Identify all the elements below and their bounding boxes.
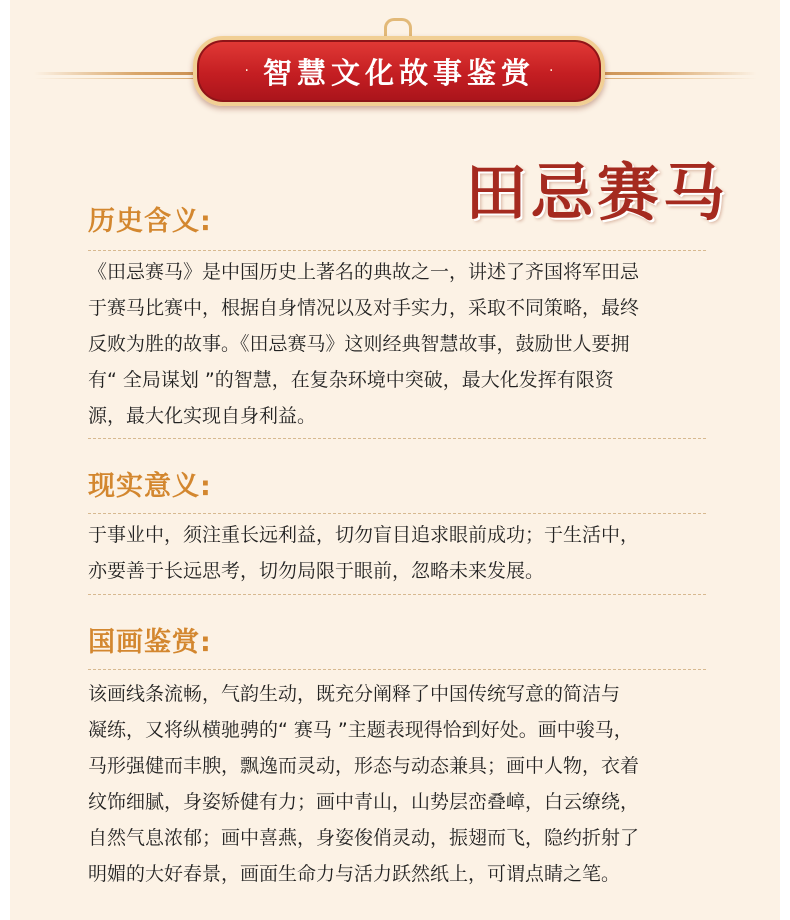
painting-divider-top — [88, 669, 706, 670]
painting-appreciation-heading: 国画鉴赏: — [88, 627, 212, 658]
text-line: 有“ 全局谋划 ”的智慧，在复杂环境中突破，最大化发挥有限资 — [88, 369, 614, 391]
text-line: 该画线条流畅，气韵生动，既充分阐释了中国传统写意的简洁与 — [88, 683, 621, 705]
text-line: 亦要善于长远思考，切勿局限于眼前，忽略未来发展。 — [88, 560, 545, 582]
text-line: 纹饰细腻，身姿矫健有力；画中青山，山势层峦叠嶂，白云缭绕， — [88, 791, 640, 813]
text-line: 源，最大化实现自身利益。 — [88, 405, 317, 427]
story-title: 田忌赛马 — [465, 156, 730, 229]
practical-divider-top — [88, 513, 706, 514]
practical-meaning-heading: 现实意义: — [88, 471, 212, 502]
history-meaning-heading: 历史含义: — [88, 206, 212, 237]
text-line: 自然气息浓郁；画中喜燕，身姿俊俏灵动，振翅而飞，隐约折射了 — [88, 827, 640, 849]
history-meaning-text — [88, 254, 710, 434]
text-line: 马形强健而丰腴，飘逸而灵动，形态与动态兼具；画中人物，衣着 — [88, 755, 640, 777]
text-line: 于赛马比赛中，根据自身情况以及对手实力，采取不同策略，最终 — [88, 297, 640, 319]
header-banner — [193, 36, 605, 106]
banner-left-line — [34, 72, 204, 75]
banner-dot-right: · — [549, 63, 554, 79]
banner-right-line — [586, 72, 756, 75]
banner-hook-ornament — [384, 18, 412, 38]
text-line: 凝练，又将纵横驰骋的“ 赛马 ”主题表现得恰到好处。画中骏马， — [88, 719, 633, 741]
practical-meaning-text — [88, 517, 710, 589]
history-divider-bottom — [88, 438, 706, 439]
history-divider-top — [88, 250, 706, 251]
text-line: 反败为胜的故事。《田忌赛马》这则经典智慧故事，鼓励世人要拥 — [88, 333, 630, 355]
story-page — [10, 0, 780, 920]
text-line: 于事业中，须注重长远利益，切勿盲目追求眼前成功；于生活中， — [88, 524, 640, 546]
banner-title: 智慧文化故事鉴赏 — [262, 55, 535, 90]
text-line: 《田忌赛马》是中国历史上著名的典故之一，讲述了齐国将军田忌 — [88, 261, 640, 283]
banner-dot-left: · — [244, 63, 249, 79]
practical-divider-bottom — [88, 594, 706, 595]
text-line: 明媚的大好春景，画面生命力与活力跃然纸上，可谓点睛之笔。 — [88, 863, 621, 885]
painting-appreciation-text — [88, 676, 710, 892]
